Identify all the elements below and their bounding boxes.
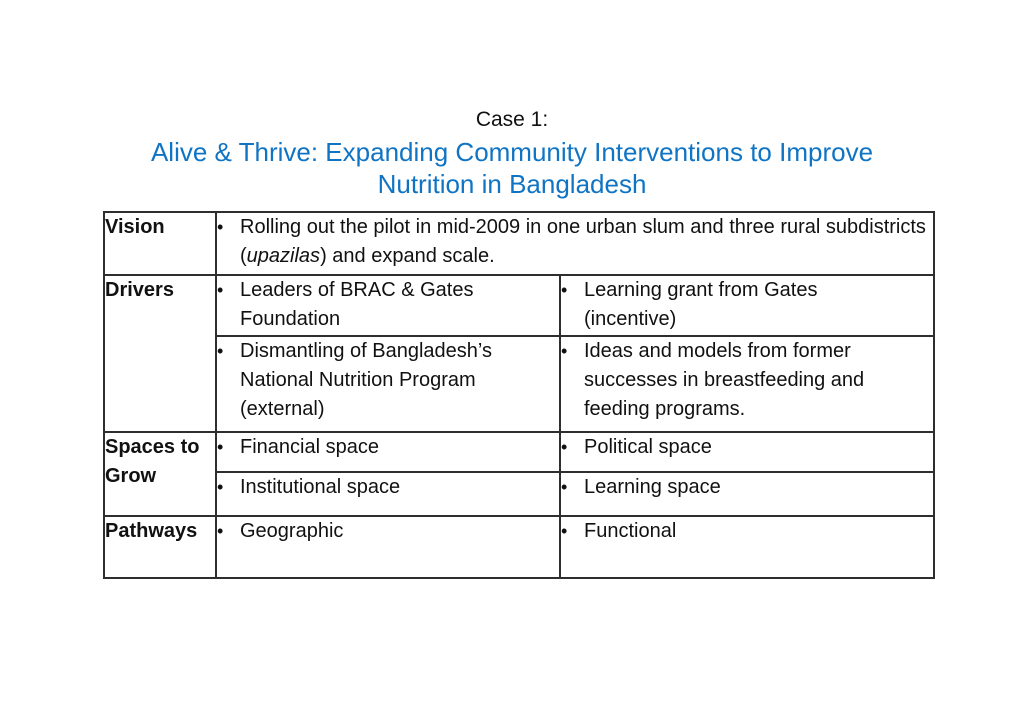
spaces-left-cell-2: [216, 472, 560, 516]
pathways-right-text: Functional: [584, 520, 677, 542]
spaces-bullet-item: [561, 433, 933, 462]
row-vision: [104, 212, 934, 275]
drivers-left-cell-1: [216, 275, 560, 336]
pathways-right-cell: [560, 516, 934, 578]
bullet-icon: •: [561, 437, 568, 457]
spaces-bullet-item: [217, 433, 559, 462]
spaces-right-cell-1: [560, 432, 934, 472]
bullet-icon: •: [561, 341, 568, 361]
bullet-icon: •: [217, 280, 224, 300]
spaces-left-cell-1: [216, 432, 560, 472]
drivers-left-cell-2: [216, 336, 560, 432]
bullet-icon: •: [561, 280, 568, 300]
pathways-bullet-item: [217, 517, 559, 546]
row-pathways: [104, 516, 934, 578]
bullet-icon: •: [217, 217, 224, 237]
drivers-label: Drivers: [104, 275, 216, 432]
case-table-container: [103, 211, 935, 579]
drivers-row1-left-text: Leaders of BRAC & Gates Foundation: [240, 279, 474, 330]
drivers-row1-right-text: Learning grant from Gates (incentive): [584, 279, 818, 330]
drivers-bullet-item: [217, 337, 559, 424]
spaces-right-cell-2: [560, 472, 934, 516]
spaces-bullet-item: [561, 473, 933, 502]
bullet-icon: •: [217, 437, 224, 457]
drivers-right-cell-1: [560, 275, 934, 336]
drivers-bullet-item: [217, 276, 559, 334]
spaces-row1-right-text: Political space: [584, 436, 712, 458]
bullet-icon: •: [561, 477, 568, 497]
drivers-row2-right-text: Ideas and models from former successes in breastfeeding and feeding programs.: [584, 340, 865, 420]
bullet-icon: •: [217, 341, 224, 361]
slide-title-line2: Nutrition in Bangladesh: [377, 169, 647, 199]
spaces-row2-left-text: Institutional space: [240, 476, 401, 498]
spaces-row2-right-text: Learning space: [584, 476, 721, 498]
drivers-row2-left-text: Dismantling of Bangladesh’s National Nutrition Program (external): [240, 340, 493, 420]
slide-title: [0, 136, 1024, 200]
spaces-row1-left-text: Financial space: [240, 436, 379, 458]
row-drivers-2: [104, 336, 934, 432]
row-spaces-1: [104, 432, 934, 472]
pathways-label: Pathways: [104, 516, 216, 578]
pathways-left-text: Geographic: [240, 520, 344, 542]
drivers-right-cell-2: [560, 336, 934, 432]
pathways-bullet-item: [561, 517, 933, 546]
bullet-icon: •: [217, 521, 224, 541]
row-drivers-1: [104, 275, 934, 336]
vision-text-post: ) and expand scale.: [320, 245, 495, 267]
vision-text-pre: Rolling out the pilot in mid-2009 in one urban slum and three rural subdistricts (: [240, 216, 926, 267]
drivers-bullet-item: [561, 337, 933, 424]
row-spaces-2: [104, 472, 934, 516]
case-table: [103, 211, 935, 579]
slide-title-line1: Alive & Thrive: Expanding Community Interventions to Improve: [150, 137, 874, 167]
slide-pretitle: Case 1:: [475, 108, 549, 131]
vision-content-cell: [216, 212, 934, 275]
pathways-left-cell: [216, 516, 560, 578]
spaces-label: Spaces to Grow: [104, 432, 216, 516]
vision-bullet-item: [217, 213, 933, 271]
bullet-icon: •: [561, 521, 568, 541]
vision-text: [240, 213, 933, 271]
bullet-icon: •: [217, 477, 224, 497]
vision-text-italic: upazilas: [246, 245, 321, 267]
drivers-bullet-item: [561, 276, 933, 334]
vision-label: Vision: [104, 212, 216, 275]
spaces-bullet-item: [217, 473, 559, 502]
